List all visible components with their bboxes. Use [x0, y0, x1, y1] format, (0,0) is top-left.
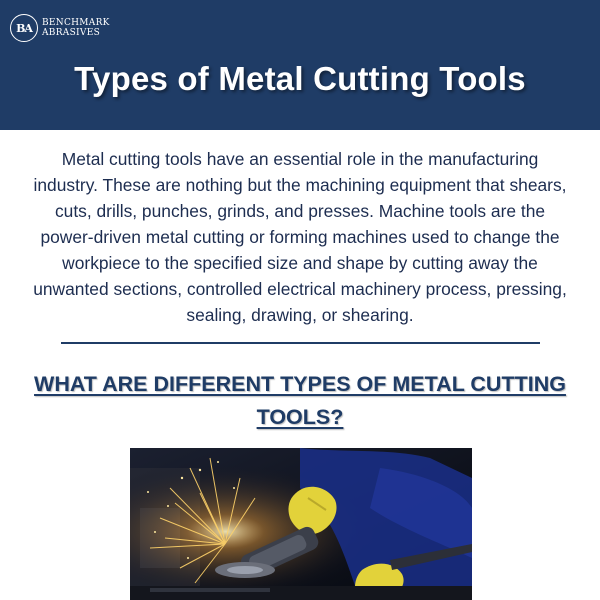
brand-logo: [10, 14, 110, 42]
grinder-photo-illustration: [130, 448, 472, 600]
logo-name-line1: BENCHMARK: [42, 18, 110, 28]
logo-name-line2: ABRASIVES: [42, 28, 101, 38]
logo-wordmark: [42, 18, 110, 38]
section-heading: WHAT ARE DIFFERENT TYPES OF METAL CUTTING TOOLS?: [34, 372, 566, 429]
header-banner: [0, 0, 600, 130]
page-title: Types of Metal Cutting Tools: [74, 60, 526, 97]
section-divider: [61, 342, 540, 344]
intro-paragraph: Metal cutting tools have an essential role in the manufacturing industry. These are nothing but the machining equipment that shears, cuts, drills, punches, grinds, and presses. Machine tools are the power-driven metal cutting or forming machines used to change the workpiece to the specified size and shape by cutting away the unwanted sections, controlled electrical machinery process, pressing, sealing, drawing, or shearing.: [33, 149, 567, 325]
logo-initials: BA: [16, 21, 32, 35]
logo-badge-icon: [10, 14, 38, 42]
grinder-photo: [130, 448, 472, 600]
